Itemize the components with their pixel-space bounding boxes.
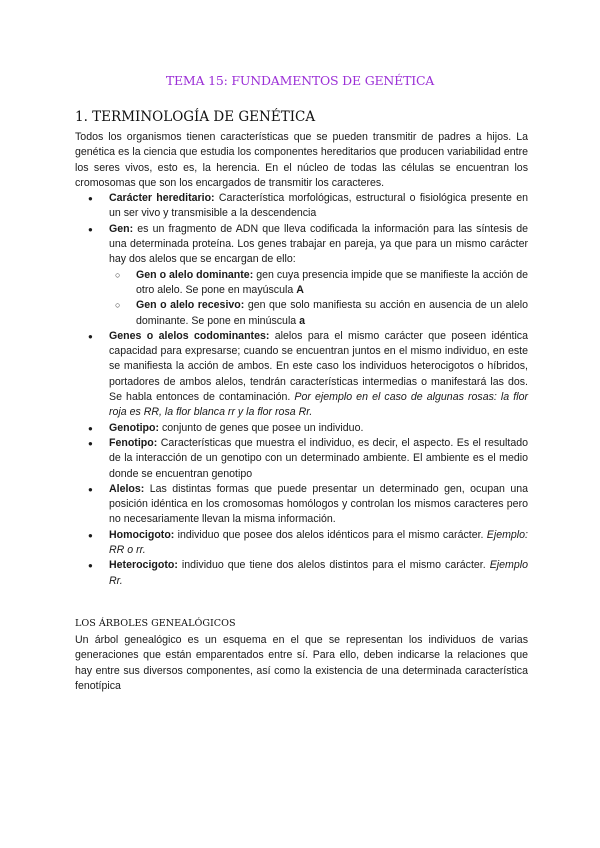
list-item-gen <box>75 222 528 329</box>
intro-paragraph: Todos los organismos tienen características que se pueden transmitir de padres a hijos. La genética es la ciencia que estudia los componentes hereditarios que producen variabilidad entre los seres vivos, esto es, la herencia. En el núcleo de todas las células se encuentran los cromosomas que son los encargados de transmitir los caracteres. <box>75 131 528 189</box>
term-definition: gen cuya presencia impide que se manifieste la acción de otro alelo. Se pone en mayúscula <box>136 268 528 296</box>
term-label: Homocigoto: <box>109 528 175 541</box>
list-item-fenotipo <box>75 436 528 482</box>
document-title: TEMA 15: FUNDAMENTOS DE GENÉTICA <box>165 73 435 88</box>
list-item-genotipo <box>75 421 528 436</box>
term-label: Gen: <box>109 222 134 235</box>
list-item-caracter-hereditario <box>75 191 528 222</box>
term-label: Gen o alelo recesivo: <box>136 299 245 312</box>
sublist-item-recesivo <box>109 298 528 329</box>
term-label: Carácter hereditario: <box>109 192 215 205</box>
section-heading-arboles: LOS ÁRBOLES GENEALÓGICOS <box>75 617 236 629</box>
term-definition: gen que solo manifiesta su acción en ausencia de un alelo dominante. Se pone en minúscula <box>136 299 528 327</box>
term-definition: conjunto de genes que posee un individuo. <box>159 421 364 434</box>
term-label: Genes o alelos codominantes: <box>109 329 270 342</box>
term-label: Heterocigoto: <box>109 559 178 572</box>
term-example: Ejemplo: RR o rr. <box>109 528 528 557</box>
term-label: Genotipo: <box>109 421 160 434</box>
term-label: Alelos: <box>109 482 145 495</box>
list-item-alelos <box>75 482 528 528</box>
list-item-homocigoto <box>75 528 528 559</box>
term-definition: Característica morfológicas, estructural o fisiológica presente en un ser vivo y transmisible a la descendencia <box>109 192 529 220</box>
term-example: Por ejemplo en el caso de algunas rosas: la flor roja es RR, la flor blanca rr y la flor rosa Rr. <box>109 391 528 419</box>
term-definition: individuo que posee dos alelos idénticos para el mismo carácter. <box>174 528 487 541</box>
term-label: Gen o alelo dominante: <box>136 268 254 281</box>
term-example: Ejemplo Rr. <box>109 559 528 587</box>
term-definition: alelos para el mismo carácter que poseen idéntica capacidad para expresarse; cuando se encuentran juntos en el mismo individuo, en este se manifiesta la acción de ambos. En este caso los individuos heterocigotos o híbridos, portadores de ambos alelos, tendrán características intermedias o manifestará las dos. Se habla entonces de contaminación. <box>109 329 528 404</box>
allele-symbol: a <box>299 314 306 327</box>
term-definition: Características que muestra el individuo, es decir, el aspecto. Es el resultado de la interacción de un genotipo con un determinado ambiente. El ambiente es el medio donde se encuentran genotipo <box>109 436 528 480</box>
allele-sublist <box>109 268 528 329</box>
document-content <box>75 108 528 694</box>
sublist-item-dominante <box>109 268 528 299</box>
list-item-heterocigoto <box>75 558 528 589</box>
section-heading-terminology: 1. TERMINOLOGÍA DE GENÉTICA <box>75 109 316 125</box>
terminology-list <box>75 191 528 589</box>
term-label: Fenotipo: <box>109 436 158 449</box>
term-definition: individuo que tiene dos alelos distintos para el mismo carácter. <box>177 559 490 572</box>
term-definition: es un fragmento de ADN que lleva codificada la información para las síntesis de una determinada proteína. Los genes trabajar en pareja, ya que para un mismo carácter hay dos alelos que se encargan de ello: <box>109 222 528 266</box>
term-definition: Las distintas formas que puede presentar un determinado gen, ocupan una posición idéntica en los cromosomas homólogos y controlan los mismos caracteres pero no necesariamente llevan la misma información. <box>109 482 528 526</box>
allele-symbol: A <box>296 283 304 296</box>
arboles-paragraph: Un árbol genealógico es un esquema en el que se representan los individuos de varias generaciones que están emparentados entre sí. Para ello, deben indicarse la relaciones que hay entre sus diversos componentes, así como la existencia de una determinada característica fenotípica <box>75 633 528 692</box>
list-item-codominantes <box>75 329 528 421</box>
